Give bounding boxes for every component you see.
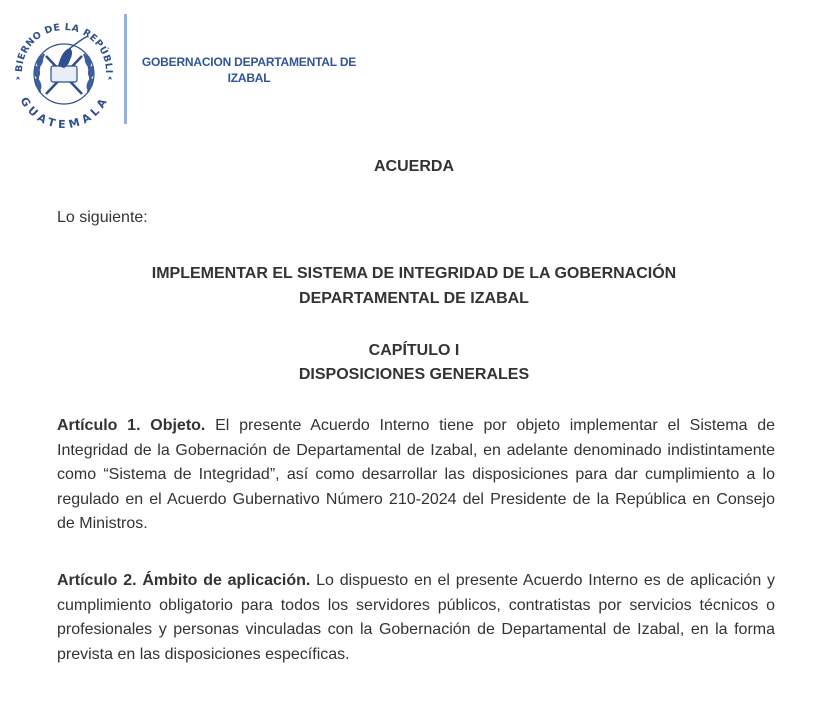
chapter-number: CAPÍTULO I (368, 342, 460, 359)
main-title-line1: IMPLEMENTAR EL SISTEMA DE INTEGRIDAD DE LA GOBERNACIÓN (151, 265, 677, 282)
institution-name-line2: IZABAL (227, 71, 271, 85)
article-2-heading: Artículo 2. Ámbito de aplicación. (57, 572, 311, 589)
institution-name (136, 54, 362, 86)
main-title-line2: DEPARTAMENTAL DE IZABAL (299, 290, 529, 307)
chapter-heading (0, 339, 828, 387)
seal-top-text: BIERNO DE LA REPÚBLI (13, 21, 115, 74)
header-divider (124, 14, 127, 124)
article-2 (57, 569, 775, 667)
article-1-body: El presente Acuerdo Interno tiene por objeto implementar el Sistema de Integridad de la Gobernación de Departamental de Izabal, en adelante denominado indistintamente como “Sistema de Integridad”, así como desarrollar las disposiciones para dar cumplimiento a lo regulado en el Acuerdo Gubernativo Número 210-2024 del Presidente de la República en Consejo de Ministros. (57, 417, 775, 532)
article-2-body: Lo dispuesto en el presente Acuerdo Interno es de aplicación y cumplimiento obligatorio para todos los servidores públicos, contratistas por servicios técnicos o profesionales y personas vinculadas con la Gobernación de Departamental de Izabal, en la forma prevista en las disposiciones específicas. (57, 572, 775, 663)
svg-text:GUATEMALA (17, 95, 110, 128)
document-title: ACUERDA (374, 158, 454, 175)
intro-text: Lo siguiente: (57, 209, 148, 226)
guatemala-seal-logo (8, 10, 120, 128)
letterhead (0, 0, 828, 135)
main-title (0, 261, 828, 311)
article-1-heading: Artículo 1. Objeto. (57, 417, 206, 434)
chapter-title: DISPOSICIONES GENERALES (298, 366, 530, 383)
institution-name-line1: GOBERNACION DEPARTAMENTAL DE (141, 55, 357, 69)
seal-bottom-text: GUATEMALA (17, 94, 111, 128)
article-1 (57, 414, 775, 537)
